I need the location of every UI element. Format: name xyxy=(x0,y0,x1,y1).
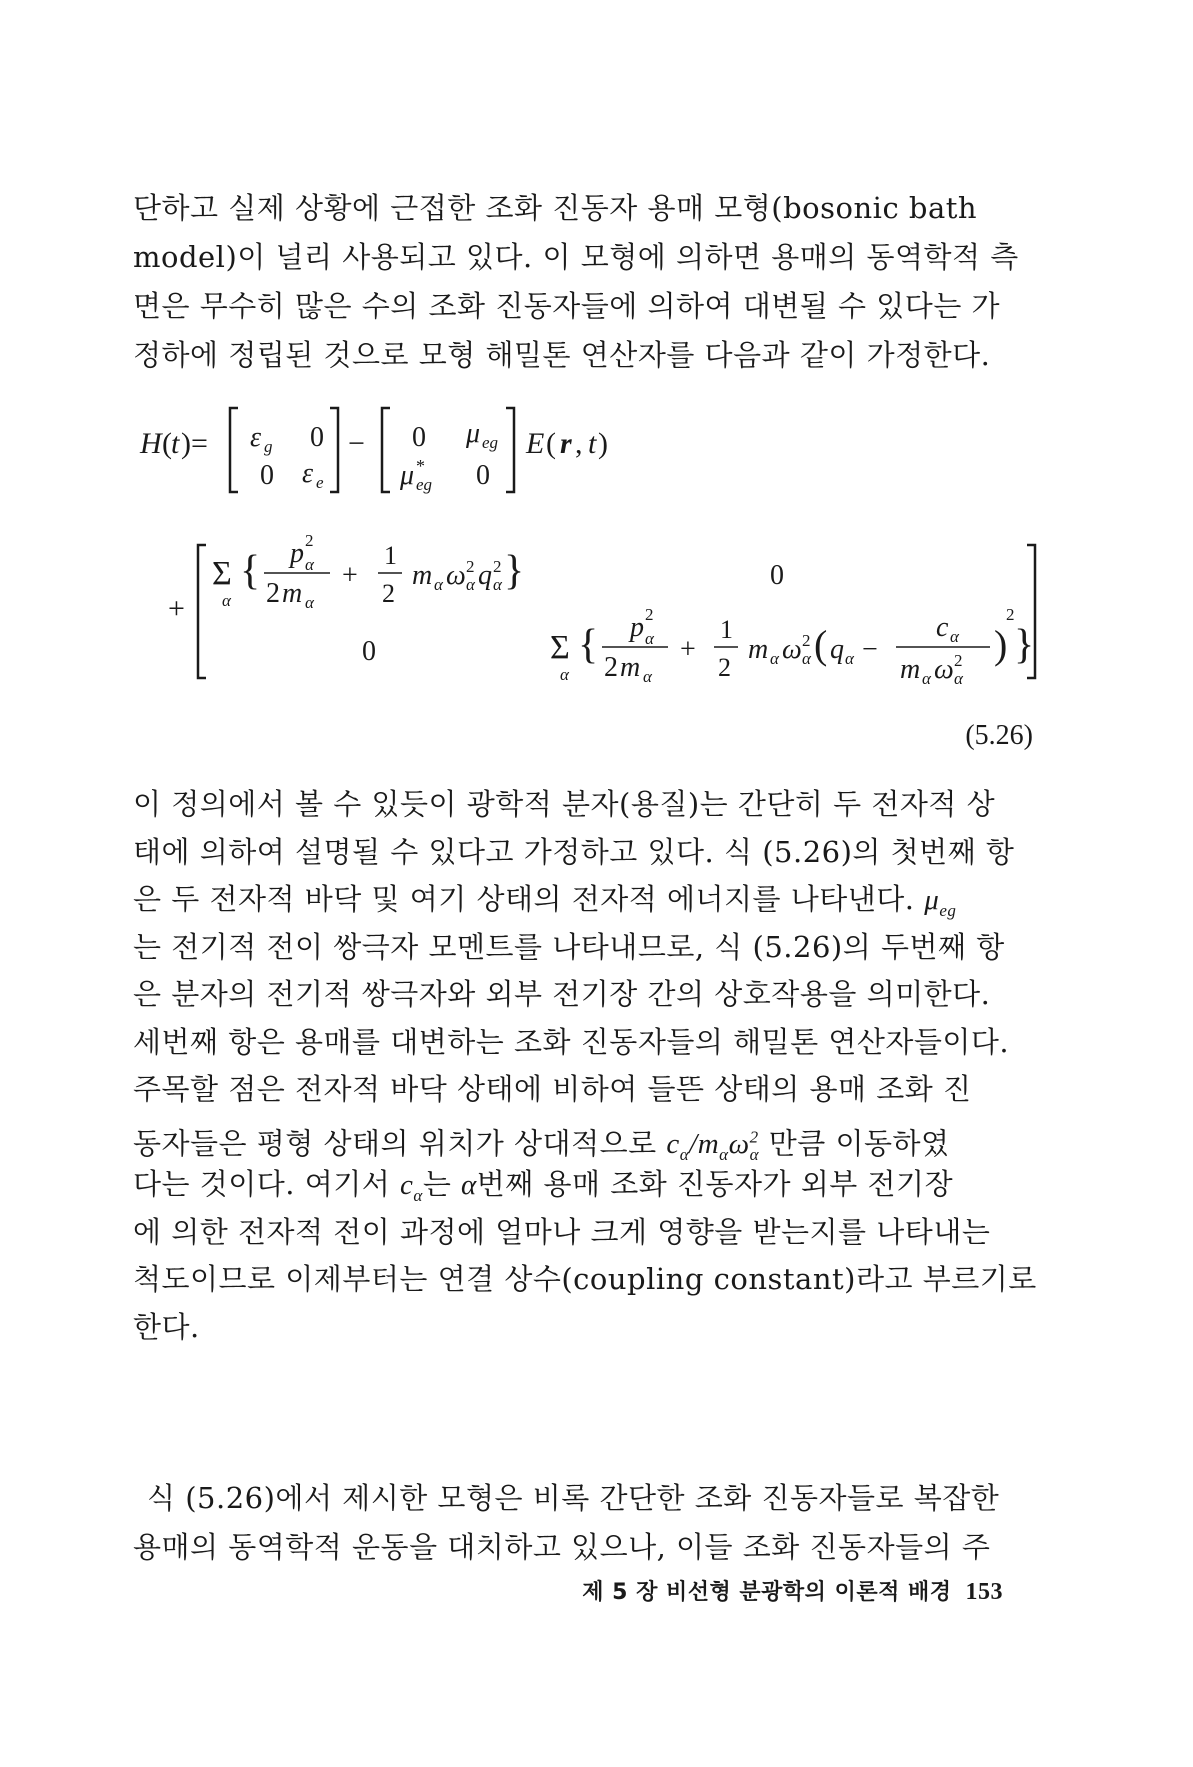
math-c-alpha: $c_\alpha$ xyxy=(400,1169,423,1205)
text-line: 면은 무수히 많은 수의 조화 진동자들에 의하여 대변될 수 있다는 가 xyxy=(133,289,1001,323)
svg-text:)=: )= xyxy=(181,427,208,460)
svg-text:2: 2 xyxy=(266,578,280,609)
math-mu-eg: $\mu_{eg}$ xyxy=(924,884,957,920)
svg-text:m: m xyxy=(900,654,921,685)
svg-text:α: α xyxy=(434,575,443,594)
svg-text:ω: ω xyxy=(934,654,954,685)
svg-text:α: α xyxy=(950,627,959,646)
svg-text:2: 2 xyxy=(604,652,618,683)
svg-text:α: α xyxy=(493,575,502,594)
chapter-title: 제 5 장 비선형 분광학의 이론적 배경 xyxy=(582,1580,952,1605)
svg-text:−: − xyxy=(862,634,878,665)
svg-text:ω: ω xyxy=(446,560,466,591)
text-line: 한다. xyxy=(133,1309,200,1344)
text-segment: 동자들은 평형 상태의 위치가 상대적으로 xyxy=(133,1126,657,1161)
svg-text:m: m xyxy=(620,652,641,683)
svg-text:m: m xyxy=(282,578,303,609)
math-c-over-m-omega2: $c_\alpha/m_\alpha\omega^2_\alpha$ xyxy=(666,1127,760,1164)
svg-text:0: 0 xyxy=(476,460,490,491)
text-line xyxy=(133,1113,1033,1164)
svg-text:α: α xyxy=(922,669,931,688)
text-line: 척도이므로 이제부터는 연결 상수(coupling constant)라고 부르기로 xyxy=(133,1262,1037,1296)
svg-text:α: α xyxy=(645,629,654,648)
svg-text:ε: ε xyxy=(302,458,314,489)
svg-text:−: − xyxy=(348,427,365,460)
svg-text:{: { xyxy=(578,622,599,668)
svg-text:2: 2 xyxy=(382,579,395,608)
svg-text:t: t xyxy=(588,427,597,460)
svg-text:Σ: Σ xyxy=(212,555,232,592)
page-number: 153 xyxy=(965,1579,1003,1605)
svg-text:1: 1 xyxy=(720,615,733,644)
svg-text:(: ( xyxy=(546,427,556,460)
svg-text:α: α xyxy=(466,575,475,594)
svg-text:2: 2 xyxy=(466,557,475,576)
text-line xyxy=(133,1160,1033,1208)
svg-text:2: 2 xyxy=(954,651,963,670)
svg-text:+: + xyxy=(342,560,358,591)
svg-text:2: 2 xyxy=(645,605,654,624)
svg-text:μ: μ xyxy=(466,418,481,449)
svg-text:(: ( xyxy=(814,622,828,667)
text-line: 는 전기적 전이 쌍극자 모멘트를 나타내므로, 식 (5.26)의 두번째 항 xyxy=(133,929,1005,964)
svg-text:0: 0 xyxy=(770,560,784,591)
svg-text:q: q xyxy=(478,560,492,591)
svg-text:}: } xyxy=(1014,622,1035,668)
svg-text:m: m xyxy=(412,560,433,591)
text-line: 이 정의에서 볼 수 있듯이 광학적 분자(용질)는 간단히 두 전자적 상 xyxy=(133,787,996,821)
svg-text:+: + xyxy=(680,634,696,665)
text-segment: 다는 것이다. 여기서 xyxy=(133,1167,391,1201)
svg-text:2: 2 xyxy=(493,557,502,576)
text-line: 정하에 정립된 것으로 모형 해밀톤 연산자를 다음과 같이 가정한다. xyxy=(133,338,991,372)
svg-text:2: 2 xyxy=(802,631,811,650)
text-line: 세번째 항은 용매를 대변하는 조화 진동자들의 해밀톤 연산자들이다. xyxy=(133,1024,1010,1059)
text-line: 에 의한 전자적 전이 과정에 얼마나 크게 영향을 받는지를 나타내는 xyxy=(133,1214,991,1249)
text-line: 단하고 실제 상황에 근접한 조화 진동자 용매 모형(bosonic bath xyxy=(133,191,978,225)
paragraph-intro xyxy=(133,184,1033,380)
svg-text:e: e xyxy=(316,473,324,492)
svg-text:p: p xyxy=(290,538,304,569)
svg-text:}: } xyxy=(504,548,525,594)
text-line: 식 (5.26)에서 제시한 모형은 비록 간단한 조화 진동자들로 복잡한 xyxy=(147,1481,1000,1515)
text-line: 주목할 점은 전자적 바닥 상태에 비하여 들뜬 상태의 용매 조화 진 xyxy=(133,1072,972,1106)
svg-text:2: 2 xyxy=(1006,605,1015,624)
svg-text:0: 0 xyxy=(310,422,324,453)
text-line: 용매의 동역학적 운동을 대치하고 있으나, 이들 조화 진동자들의 주 xyxy=(133,1530,991,1564)
svg-text:+: + xyxy=(168,592,185,625)
svg-text:2: 2 xyxy=(305,531,314,550)
svg-text:t: t xyxy=(171,427,180,460)
svg-text:2: 2 xyxy=(718,653,731,682)
svg-text:r: r xyxy=(560,427,572,460)
equation-5-26 xyxy=(0,380,1193,720)
svg-text:α: α xyxy=(802,649,811,668)
svg-text:H: H xyxy=(140,427,162,460)
text-line: 은 분자의 전기적 쌍극자와 외부 전기장 간의 상호작용을 의미한다. xyxy=(133,977,991,1011)
text-segment: 번째 용매 조화 진동자가 외부 전기장 xyxy=(476,1167,954,1201)
svg-text:ε: ε xyxy=(250,422,262,453)
equation-number: (5.26) xyxy=(965,720,1033,751)
svg-text:α: α xyxy=(845,649,854,668)
svg-text:,: , xyxy=(575,427,583,460)
svg-text:E: E xyxy=(526,427,545,460)
svg-text:0: 0 xyxy=(412,422,426,453)
svg-text:μ: μ xyxy=(400,460,415,491)
paragraph-closing xyxy=(133,1474,1033,1572)
svg-text:): ) xyxy=(994,622,1008,667)
svg-text:α: α xyxy=(560,665,569,684)
paragraph-explanation xyxy=(133,780,1037,1350)
svg-text:α: α xyxy=(954,669,963,688)
svg-text:Σ: Σ xyxy=(550,629,570,666)
svg-text:α: α xyxy=(305,555,314,574)
text-segment: 는 xyxy=(422,1167,452,1201)
svg-text:eg: eg xyxy=(416,475,433,494)
svg-text:0: 0 xyxy=(362,636,376,667)
page-footer xyxy=(582,1575,1003,1606)
text-segment: 은 두 전자적 바닥 및 여기 상태의 전자적 에너지를 나타낸다. xyxy=(133,882,915,916)
svg-text:eg: eg xyxy=(482,433,499,452)
svg-text:α: α xyxy=(643,667,652,686)
svg-text:0: 0 xyxy=(260,460,274,491)
svg-text:α: α xyxy=(770,649,779,668)
svg-text:q: q xyxy=(830,634,844,665)
svg-text:): ) xyxy=(598,427,608,460)
svg-text:(: ( xyxy=(162,427,172,460)
svg-text:ω: ω xyxy=(782,634,802,665)
svg-text:*: * xyxy=(416,456,425,476)
text-line: 태에 의하여 설명될 수 있다고 가정하고 있다. 식 (5.26)의 첫번째 항 xyxy=(133,834,1015,869)
math-alpha: α xyxy=(461,1169,477,1201)
svg-text:{: { xyxy=(240,548,261,594)
text-line: model)이 널리 사용되고 있다. 이 모형에 의하면 용매의 동역학적 측 xyxy=(133,240,1019,274)
svg-text:α: α xyxy=(222,591,231,610)
svg-text:m: m xyxy=(748,634,769,665)
text-segment: 만큼 이동하였 xyxy=(768,1126,950,1161)
svg-text:c: c xyxy=(936,612,949,643)
svg-text:g: g xyxy=(264,437,273,456)
svg-text:p: p xyxy=(630,612,644,643)
svg-text:α: α xyxy=(305,593,314,612)
svg-text:1: 1 xyxy=(384,541,397,570)
text-line xyxy=(133,875,1033,923)
